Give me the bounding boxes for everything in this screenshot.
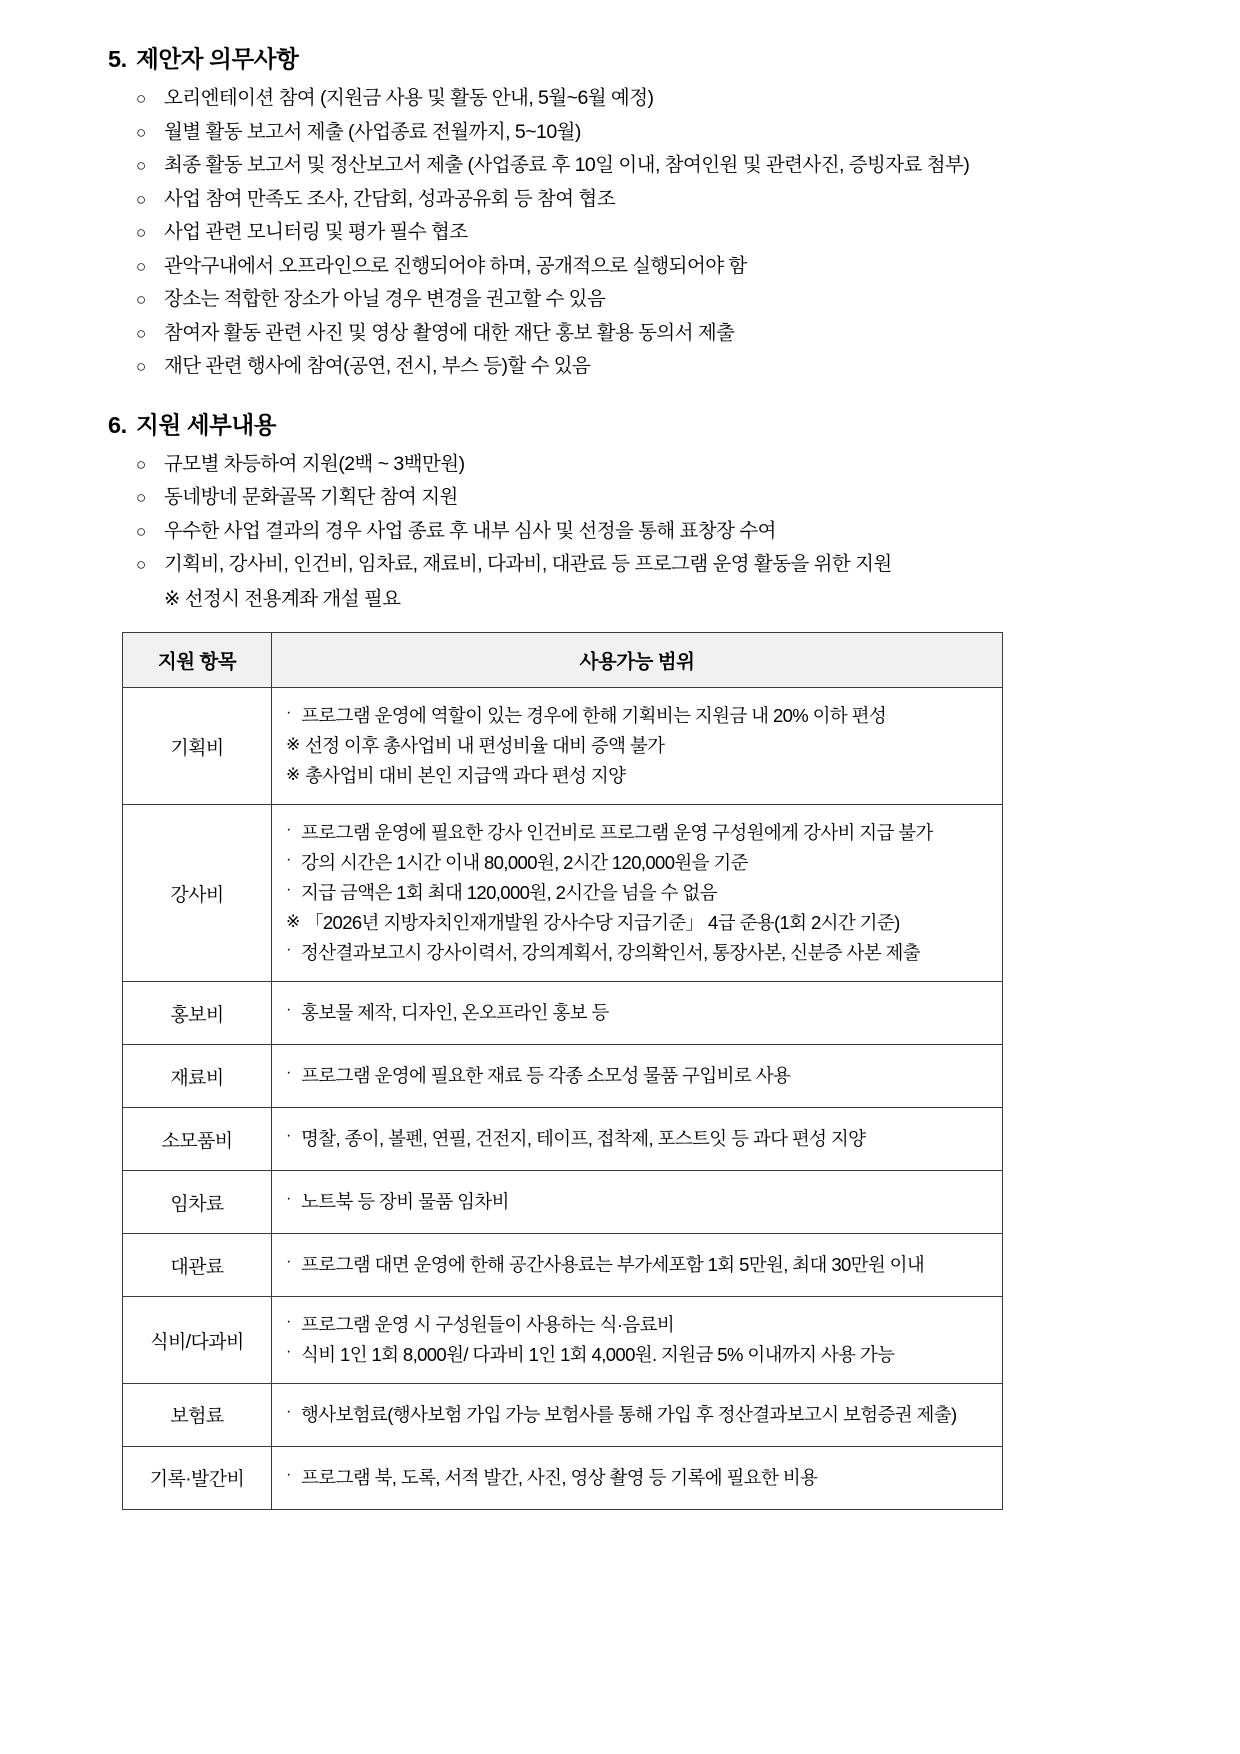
header-item: 지원 항목	[123, 633, 272, 688]
scope-line	[286, 878, 1002, 908]
dot-bullet-icon: ·	[286, 704, 291, 722]
dot-bullet-icon: ·	[286, 941, 291, 959]
scope-line-list	[286, 1187, 1002, 1217]
scope-line-list	[286, 1061, 1002, 1091]
support-scope-cell	[272, 1045, 1003, 1108]
dot-bullet-icon: ·	[286, 1313, 291, 1331]
list-item	[136, 350, 1130, 384]
circle-bullet-icon: ○	[136, 488, 146, 508]
scope-line-text: 프로그램 대면 운영에 한해 공간사용료는 부가세포함 1회 5만원, 최대 30만원 이내	[301, 1254, 925, 1276]
scope-line-text: 명찰, 종이, 볼펜, 연필, 건전지, 테이프, 접착제, 포스트잇 등 과다 편성 지양	[301, 1128, 866, 1150]
section-spacer	[100, 388, 1130, 410]
list-item	[136, 183, 1130, 217]
list-item	[136, 317, 1130, 351]
scope-line	[286, 908, 1002, 938]
dot-bullet-icon: ·	[286, 1064, 291, 1082]
table-row	[123, 1384, 1003, 1447]
scope-line-text: 「2026년 지방자치인재개발원 강사수당 지급기준」 4급 준용(1회 2시간 기준)	[305, 912, 900, 934]
support-item-name: 기록·발간비	[123, 1446, 272, 1509]
scope-line-list	[286, 818, 1002, 968]
dot-bullet-icon: ·	[286, 1253, 291, 1271]
circle-bullet-icon: ○	[136, 156, 146, 176]
scope-line	[286, 1187, 1002, 1217]
list-item	[136, 82, 1130, 116]
support-scope-cell	[272, 1446, 1003, 1509]
scope-line-list	[286, 701, 1002, 791]
scope-line-list	[286, 1250, 1002, 1280]
section-title: 제안자 의무사항	[136, 46, 299, 72]
scope-line	[286, 1310, 1002, 1340]
scope-line-text: 프로그램 운영에 필요한 강사 인건비로 프로그램 운영 구성원에게 강사비 지급 불가	[301, 822, 933, 844]
scope-line	[286, 1340, 1002, 1370]
list-item-label: 오리엔테이션 참여 (지원금 사용 및 활동 안내, 5월~6월 예정)	[164, 87, 654, 110]
list-item-label: 월별 활동 보고서 제출 (사업종료 전월까지, 5~10월)	[164, 120, 581, 143]
list-item-label: 참여자 활동 관련 사진 및 영상 촬영에 대한 재단 홍보 활용 동의서 제출	[164, 321, 735, 344]
support-scope-cell	[272, 1108, 1003, 1171]
scope-line-list	[286, 998, 1002, 1028]
scope-line	[286, 1061, 1002, 1091]
scope-line	[286, 1400, 1002, 1430]
scope-line	[286, 701, 1002, 731]
table-header-row	[123, 633, 1003, 688]
support-scope-cell	[272, 1171, 1003, 1234]
list-item	[136, 515, 1130, 549]
table-row	[123, 1045, 1003, 1108]
scope-line-list	[286, 1400, 1002, 1430]
note-mark-icon: ※	[286, 735, 300, 755]
list-item-label: 규모별 차등하여 지원(2백 ~ 3백만원)	[164, 452, 465, 475]
support-scope-cell	[272, 1234, 1003, 1297]
scope-line	[286, 1124, 1002, 1154]
dot-bullet-icon: ·	[286, 1465, 291, 1483]
scope-line-text: 홍보물 제작, 디자인, 온오프라인 홍보 등	[301, 1002, 609, 1024]
dot-bullet-icon: ·	[286, 1190, 291, 1208]
scope-line	[286, 818, 1002, 848]
list-item-label: 기획비, 강사비, 인건비, 임차료, 재료비, 다과비, 대관료 등 프로그램 운영 활동을 위한 지원	[164, 553, 892, 576]
list-item	[136, 448, 1130, 482]
list-item	[136, 481, 1130, 515]
support-item-name: 기획비	[123, 688, 272, 805]
note-mark-icon: ※	[286, 765, 300, 785]
section-number: 6.	[108, 411, 127, 438]
scope-line-text: 행사보험료(행사보험 가입 가능 보험사를 통해 가입 후 정산결과보고시 보험증권 제출)	[301, 1404, 957, 1425]
scope-line-text: 프로그램 운영에 역할이 있는 경우에 한해 기획비는 지원금 내 20% 이하 편성	[301, 705, 887, 727]
table-row	[123, 1234, 1003, 1297]
support-table-wrap	[122, 632, 1130, 1509]
circle-bullet-icon: ○	[136, 223, 146, 243]
scope-line	[286, 731, 1002, 761]
scope-line-text: 프로그램 운영 시 구성원들이 사용하는 식·음료비	[301, 1314, 675, 1336]
support-table-body	[123, 688, 1003, 1509]
support-item-name: 임차료	[123, 1171, 272, 1234]
support-scope-cell	[272, 1297, 1003, 1384]
section-heading-6	[108, 410, 1130, 441]
table-row	[123, 1446, 1003, 1509]
section-number: 5.	[108, 46, 127, 72]
support-scope-cell	[272, 982, 1003, 1045]
table-row	[123, 1108, 1003, 1171]
dot-bullet-icon: ·	[286, 821, 291, 839]
dot-bullet-icon: ·	[286, 1127, 291, 1145]
obligations-list	[100, 82, 1130, 384]
scope-line-text: 강의 시간은 1시간 이내 80,000원, 2시간 120,000원을 기준	[301, 852, 748, 874]
circle-bullet-icon: ○	[136, 323, 146, 343]
list-item-label: 우수한 사업 결과의 경우 사업 종료 후 내부 심사 및 선정을 통해 표창장 수여	[164, 519, 776, 542]
dot-bullet-icon: ·	[286, 881, 291, 899]
support-item-name: 홍보비	[123, 982, 272, 1045]
scope-line-text: 노트북 등 장비 물품 임차비	[301, 1191, 509, 1213]
list-item-label: 동네방네 문화골목 기획단 참여 지원	[164, 486, 458, 509]
list-item-label: 재단 관련 행사에 참여(공연, 전시, 부스 등)할 수 있음	[164, 355, 591, 378]
table-row	[123, 688, 1003, 805]
section-title: 지원 세부내용	[136, 411, 277, 438]
list-item	[136, 216, 1130, 250]
support-scope-cell	[272, 688, 1003, 805]
support-scope-cell	[272, 805, 1003, 982]
scope-line-text: 정산결과보고시 강사이력서, 강의계획서, 강의확인서, 통장사본, 신분증 사본 제출	[301, 942, 921, 964]
list-item-label: 사업 관련 모니터링 및 평가 필수 협조	[164, 221, 468, 244]
list-item-label: 사업 참여 만족도 조사, 간담회, 성과공유회 등 참여 협조	[164, 187, 615, 210]
dot-bullet-icon: ·	[286, 1001, 291, 1019]
scope-line-text: 총사업비 대비 본인 지급액 과다 편성 지양	[305, 765, 626, 787]
scope-line	[286, 938, 1002, 968]
list-item-label: 장소는 적합한 장소가 아닐 경우 변경을 권고할 수 있음	[164, 288, 606, 311]
table-row	[123, 982, 1003, 1045]
support-table-head	[123, 633, 1003, 688]
list-item	[136, 250, 1130, 284]
scope-line	[286, 1463, 1002, 1493]
scope-line	[286, 848, 1002, 878]
list-item-label: 최종 활동 보고서 및 정산보고서 제출 (사업종료 후 10일 이내, 참여인원 및 관련사진, 증빙자료 첨부)	[164, 154, 970, 177]
support-item-name: 재료비	[123, 1045, 272, 1108]
list-item-label: 관악구내에서 오프라인으로 진행되어야 하며, 공개적으로 실행되어야 함	[164, 254, 747, 277]
table-row	[123, 1171, 1003, 1234]
circle-bullet-icon: ○	[136, 122, 146, 142]
circle-bullet-icon: ○	[136, 290, 146, 310]
support-item-name: 소모품비	[123, 1108, 272, 1171]
header-scope: 사용가능 범위	[272, 633, 1003, 688]
scope-line-text: 프로그램 운영에 필요한 재료 등 각종 소모성 물품 구입비로 사용	[301, 1065, 791, 1087]
scope-line-text: 프로그램 북, 도록, 서적 발간, 사진, 영상 촬영 등 기록에 필요한 비용	[301, 1466, 818, 1488]
scope-line-list	[286, 1310, 1002, 1370]
scope-line-list	[286, 1463, 1002, 1493]
support-details-list	[100, 448, 1130, 582]
scope-line-list	[286, 1124, 1002, 1154]
circle-bullet-icon: ○	[136, 189, 146, 209]
table-row	[123, 1297, 1003, 1384]
circle-bullet-icon: ○	[136, 454, 146, 474]
list-item	[136, 149, 1130, 183]
support-item-name: 보험료	[123, 1384, 272, 1447]
scope-line	[286, 1250, 1002, 1280]
list-item	[136, 283, 1130, 317]
support-sub-note: ※ 선정시 전용계좌 개설 필요	[164, 587, 401, 610]
list-item	[136, 548, 1130, 582]
section-heading-5	[108, 44, 1130, 75]
scope-line-text: 지급 금액은 1회 최대 120,000원, 2시간을 넘을 수 없음	[301, 882, 717, 904]
dot-bullet-icon: ·	[286, 851, 291, 869]
circle-bullet-icon: ○	[136, 521, 146, 541]
scope-line-text: 선정 이후 총사업비 내 편성비율 대비 증액 불가	[305, 735, 665, 757]
list-item	[136, 116, 1130, 150]
dot-bullet-icon: ·	[286, 1403, 291, 1420]
dot-bullet-icon: ·	[286, 1343, 291, 1361]
table-row	[123, 805, 1003, 982]
section-obligations	[100, 44, 1130, 384]
support-table	[122, 632, 1003, 1509]
section-support-details	[100, 410, 1130, 617]
note-mark-icon: ※	[286, 912, 300, 932]
support-scope-cell	[272, 1384, 1003, 1447]
scope-line	[286, 761, 1002, 791]
support-item-name: 식비/다과비	[123, 1297, 272, 1384]
scope-line	[286, 998, 1002, 1028]
circle-bullet-icon: ○	[136, 89, 146, 109]
circle-bullet-icon: ○	[136, 555, 146, 575]
scope-line-text: 식비 1인 1회 8,000원/ 다과비 1인 1회 4,000원. 지원금 5% 이내까지 사용 가능	[301, 1344, 895, 1366]
support-item-name: 대관료	[123, 1234, 272, 1297]
support-item-name: 강사비	[123, 805, 272, 982]
circle-bullet-icon: ○	[136, 256, 146, 276]
circle-bullet-icon: ○	[136, 357, 146, 377]
